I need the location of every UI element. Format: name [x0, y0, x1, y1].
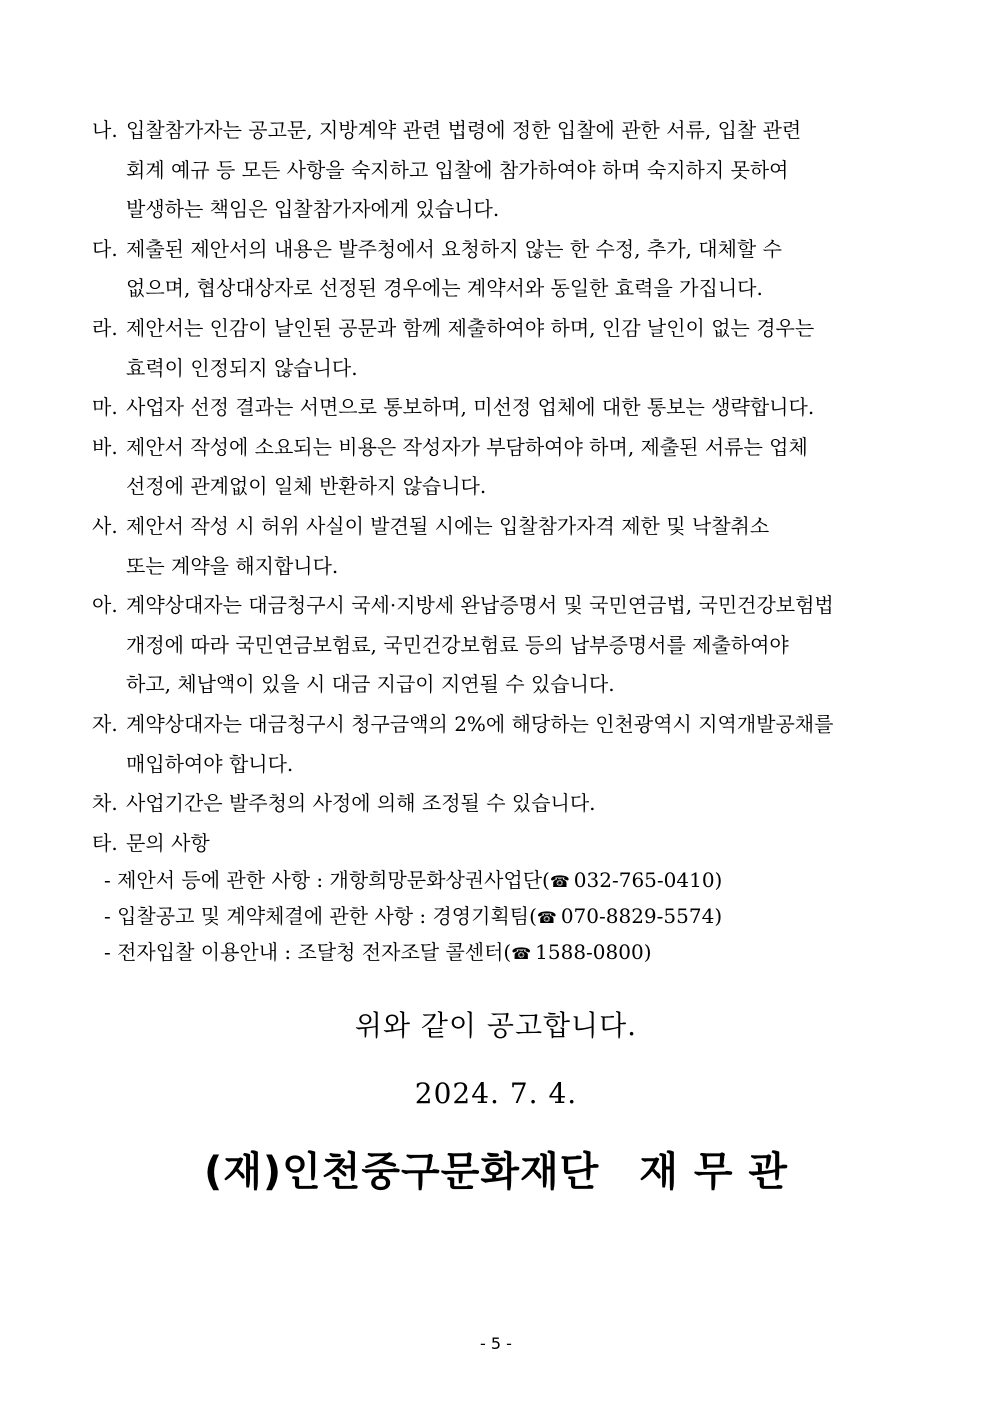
item-marker: 다.: [92, 236, 118, 261]
item-text: [126, 111, 922, 230]
contact-e-bidding: [104, 935, 922, 971]
issuer-organization: (재)인천중구문화재단: [203, 1149, 600, 1195]
item-marker: 라.: [92, 315, 118, 340]
item-marker: 아.: [92, 593, 118, 618]
item-line: 사업기간은 발주청의 사정에 의해 조정될 수 있습니다.: [126, 791, 596, 816]
contact-suffix: ): [643, 940, 652, 965]
item-marker: 바.: [92, 434, 118, 459]
item-text: [126, 705, 922, 784]
contact-bidding: [104, 899, 922, 935]
list-item: [92, 388, 922, 428]
contact-label: - 제안서 등에 관한 사항 : 개항희망문화상권사업단(: [104, 868, 550, 893]
item-line: 개정에 따라 국민연금보험료, 국민건강보험료 등의 납부증명서를 제출하여야: [126, 632, 789, 657]
list-item: [92, 586, 922, 705]
contact-phone: 070-8829-5574: [560, 904, 715, 929]
contact-label: - 전자입찰 이용안내 : 조달청 전자조달 콜센터(: [104, 940, 512, 965]
item-line: 효력이 인정되지 않습니다.: [126, 355, 358, 380]
contact-suffix: ): [714, 868, 723, 893]
item-text: [126, 586, 922, 705]
list-item: [92, 428, 922, 507]
issuer-title: 재 무 관: [639, 1149, 789, 1195]
list-item: [92, 230, 922, 309]
item-line: 하고, 체납액이 있을 시 대금 지급이 지연될 수 있습니다.: [126, 672, 615, 697]
item-text: [126, 824, 922, 864]
item-line: 발생하는 책임은 입찰참가자에게 있습니다.: [126, 197, 500, 222]
item-marker: 마.: [92, 395, 118, 420]
item-line: 제안서 작성에 소요되는 비용은 작성자가 부담하여야 하며, 제출된 서류는 업체: [126, 434, 808, 459]
phone-icon: ☎: [549, 872, 570, 892]
item-text: [126, 388, 922, 428]
notice-date: 2024. 7. 4.: [414, 1077, 578, 1110]
contact-phone: 032-765-0410: [573, 868, 715, 893]
phone-icon: ☎: [536, 908, 557, 928]
item-text: [126, 428, 922, 507]
item-line: 문의 사항: [126, 830, 210, 855]
list-item: [92, 309, 922, 388]
item-line: 없으며, 협상대상자로 선정된 경우에는 계약서와 동일한 효력을 가집니다.: [126, 276, 763, 301]
contact-suffix: ): [714, 904, 723, 929]
item-line: 제출된 제안서의 내용은 발주청에서 요청하지 않는 한 수정, 추가, 대체할 수: [126, 236, 782, 261]
page-number: - 5 -: [480, 1334, 512, 1353]
contact-phone: 1588-0800: [535, 940, 644, 965]
item-line: 사업자 선정 결과는 서면으로 통보하며, 미선정 업체에 대한 통보는 생략합니다.: [126, 395, 815, 420]
item-line: 계약상대자는 대금청구시 국세·지방세 완납증명서 및 국민연금법, 국민건강보험법: [126, 593, 834, 618]
list-item: [92, 705, 922, 784]
contact-label: - 입찰공고 및 계약체결에 관한 사항 : 경영기획팀(: [104, 904, 537, 929]
item-line: 계약상대자는 대금청구시 청구금액의 2%에 해당하는 인천광역시 지역개발공채를: [126, 711, 834, 736]
item-line: 제안서는 인감이 날인된 공문과 함께 제출하여야 하며, 인감 날인이 없는 경우는: [126, 315, 815, 340]
item-line: 회계 예규 등 모든 사항을 숙지하고 입찰에 참가하여야 하며 숙지하지 못하여: [126, 157, 789, 182]
item-text: [126, 309, 922, 388]
item-line: 또는 계약을 해지합니다.: [126, 553, 339, 578]
item-line: 제안서 작성 시 허위 사실이 발견될 시에는 입찰참가자격 제한 및 낙찰취소: [126, 513, 770, 538]
item-marker: 사.: [92, 513, 118, 538]
contact-proposal: [104, 863, 922, 899]
list-item: [92, 824, 922, 864]
list-item: [92, 111, 922, 230]
closing-statement: 위와 같이 공고합니다.: [354, 1009, 638, 1042]
item-marker: 나.: [92, 118, 118, 142]
list-item: [92, 507, 922, 586]
item-line: 매입하여야 합니다.: [126, 751, 294, 776]
contact-list: [92, 863, 922, 971]
item-line: 입찰참가자는 공고문, 지방계약 관련 법령에 정한 입찰에 관한 서류, 입찰 관련: [126, 118, 802, 142]
item-marker: 자.: [92, 711, 118, 736]
item-line: 선정에 관계없이 일체 반환하지 않습니다.: [126, 474, 487, 499]
item-text: [126, 784, 922, 824]
item-marker: 타.: [92, 830, 118, 855]
notice-items: [92, 111, 922, 971]
issuer: [0, 1140, 992, 1197]
item-text: [126, 507, 922, 586]
item-text: [126, 230, 922, 309]
list-item: [92, 784, 922, 824]
phone-icon: ☎: [511, 944, 532, 964]
item-marker: 차.: [92, 791, 118, 816]
